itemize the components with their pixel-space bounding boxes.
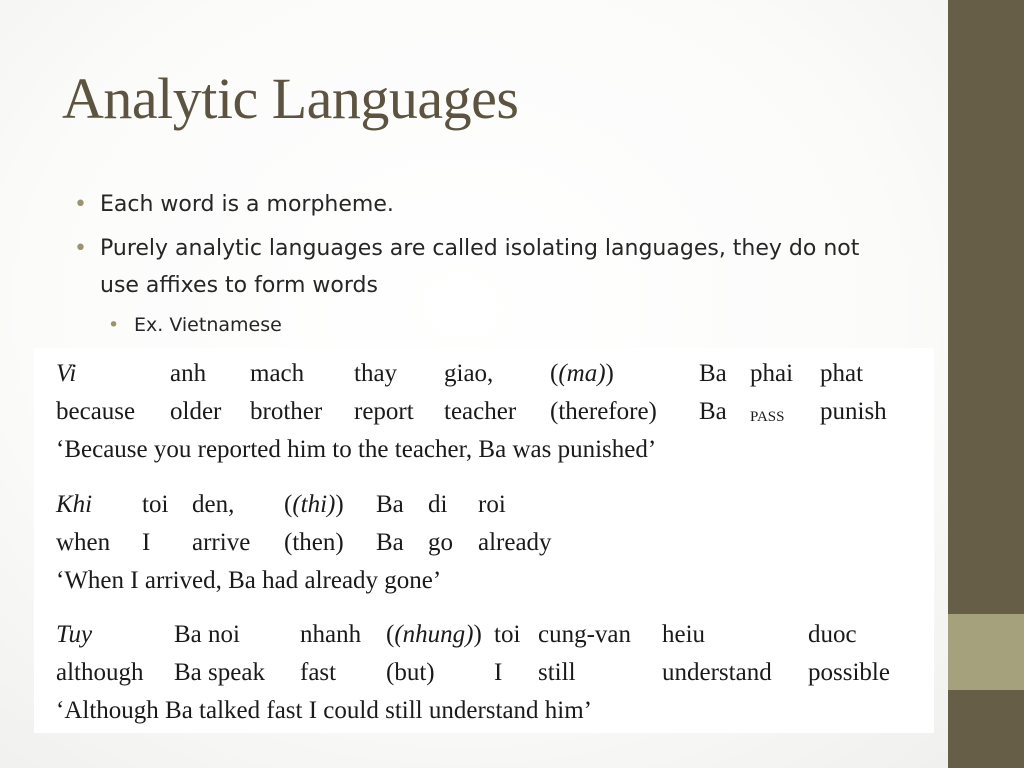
bullet-list: [74, 186, 904, 342]
vietnamese-word: duoc: [808, 621, 857, 648]
slide-title: Analytic Languages: [62, 66, 519, 131]
bullet-item: [74, 230, 904, 304]
vietnamese-word: Khi: [56, 491, 93, 518]
vietnamese-word: den,: [192, 491, 235, 518]
free-translation: ‘Because you reported him to the teacher, Ba was punished’: [56, 436, 657, 463]
gloss-word: older: [170, 398, 222, 425]
vietnamese-word: heiu: [662, 621, 706, 648]
vietnamese-word: Ba noi: [174, 621, 240, 648]
gloss-word: although: [56, 659, 144, 686]
bullet-dot-icon: •: [74, 192, 87, 217]
vietnamese-word: toi: [142, 491, 169, 518]
vietnamese-word: ((ma)): [550, 360, 614, 387]
gloss-word: Ba speak: [174, 659, 265, 686]
free-translation: ‘When I arrived, Ba had already gone’: [56, 567, 442, 594]
gloss-word: report: [354, 398, 414, 425]
vietnamese-word: ((thi)): [284, 491, 344, 518]
vietnamese-word: toi: [494, 621, 521, 648]
bullet-item: [74, 186, 904, 223]
vietnamese-word: phat: [820, 360, 864, 387]
gloss-word: I: [494, 659, 503, 686]
vietnamese-word: cung-van: [538, 621, 632, 648]
vietnamese-word: phai: [750, 360, 794, 387]
vietnamese-word: giao,: [444, 360, 494, 387]
vietnamese-particle: (thi): [292, 491, 336, 518]
vietnamese-word: mach: [250, 360, 305, 387]
gloss-word: I: [142, 529, 151, 556]
gloss-word-pass: pass: [750, 401, 785, 426]
bullet-dot-icon: •: [74, 236, 87, 261]
gloss-word: still: [538, 659, 576, 686]
bullet-text: Purely analytic languages are called isolating languages, they do not use affixes to form words: [100, 236, 860, 298]
gloss-word: punish: [820, 398, 887, 425]
gloss-word: (then): [284, 529, 344, 556]
vietnamese-particle: (nhung): [394, 621, 474, 648]
vietnamese-word: ((nhung)): [386, 621, 482, 648]
vietnamese-word: roi: [478, 491, 506, 518]
vietnamese-word: Tuy: [56, 621, 93, 648]
sub-bullet-text: Ex. Vietnamese: [134, 314, 282, 336]
gloss-word: (therefore): [550, 398, 657, 425]
gloss-word: Ba: [699, 398, 727, 425]
side-bar-accent: [948, 614, 1024, 690]
vietnamese-word: Ba: [376, 491, 404, 518]
bullet-text: Each word is a morpheme.: [100, 192, 394, 217]
bullet-dot-icon: •: [108, 314, 120, 336]
vietnamese-word: thay: [354, 360, 398, 387]
gloss-word: arrive: [192, 529, 251, 556]
sub-bullet-item: [108, 308, 904, 342]
gloss-word: teacher: [444, 398, 517, 425]
vietnamese-word: anh: [170, 360, 207, 387]
gloss-word: because: [56, 398, 136, 425]
gloss-word: (but): [386, 659, 435, 686]
vietnamese-word: nhanh: [300, 621, 362, 648]
gloss-word: fast: [300, 659, 337, 686]
vietnamese-word: Vi: [56, 360, 77, 387]
gloss-word: brother: [250, 398, 323, 425]
vietnamese-word: di: [428, 491, 448, 518]
free-translation: ‘Although Ba talked fast I could still understand him’: [56, 697, 593, 724]
gloss-word: when: [56, 529, 111, 556]
gloss-word: go: [428, 529, 453, 556]
vietnamese-word: Ba: [699, 360, 727, 387]
gloss-word: already: [478, 529, 552, 556]
gloss-word: understand: [662, 659, 772, 686]
interlinear-gloss-image: [34, 348, 934, 733]
vietnamese-particle: (ma): [558, 360, 606, 387]
gloss-word: possible: [808, 659, 890, 686]
gloss-word: Ba: [376, 529, 404, 556]
